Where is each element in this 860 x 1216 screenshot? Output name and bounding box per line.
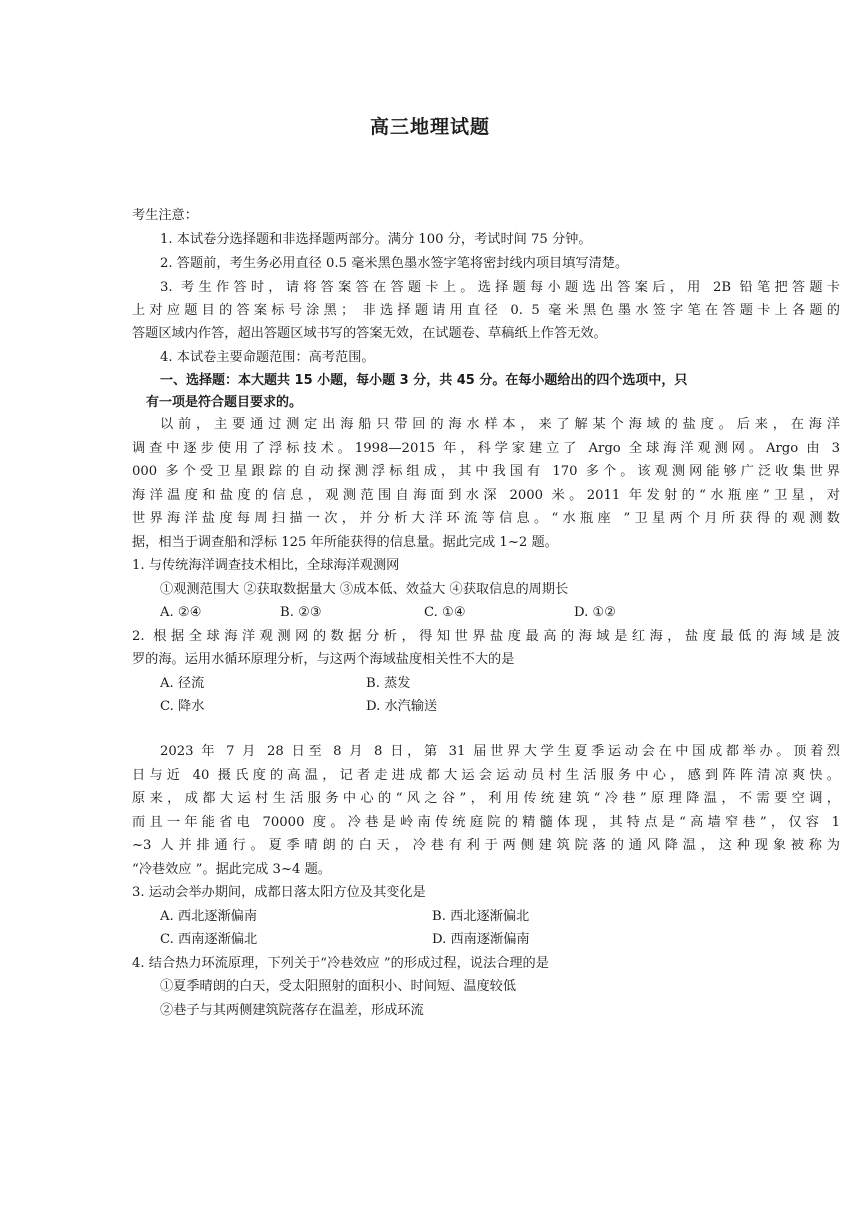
notice-item-2: 2. 答题前，考生务必用直径 0.5 毫米黑色墨水签字笔将密封线内项目填写清楚。 [160, 256, 629, 271]
notice-item-3-cont: 上对应题目的答案标号涂黑； 非选择题请用直径 0. 5 毫米黑色墨水签字笔在答题卡上各题的 [132, 303, 840, 318]
question-1-option-a: A. ②④ [160, 605, 202, 620]
question-3-option-c: C. 西南逐渐偏北 [160, 932, 258, 947]
passage2-line: 原来，成都大运村生活服务中心的“风之谷”，利用传统建筑“冷巷”原理降温，不需要空调， [132, 791, 840, 806]
passage2-line: 而且一年能省电 70000 度。冷巷是岭南传统庭院的精髓体现，其特点是“高墙窄巷”，仅容 1 [132, 815, 840, 830]
notice-item-4: 4. 本试卷主要命题范围：高考范围。 [160, 350, 375, 365]
question-3-stem: 3. 运动会举办期间，成都日落太阳方位及其变化是 [132, 885, 426, 900]
question-2-option-d: D. 水汽输送 [366, 699, 438, 714]
question-1-option-b: B. ②③ [280, 605, 322, 620]
passage1-line: 世界海洋盐度每周扫描一次，并分析大洋环流等信息。“水瓶座 ”卫星两个月所获得的观测数 [132, 511, 840, 526]
notice-item-3: 3. 考生作答时，请将答案答在答题卡上。选择题每小题选出答案后，用 2B 铅笔把答题卡 [160, 280, 840, 295]
question-4-stem: 4. 结合热力环流原理，下列关于“冷巷效应 ”的形成过程，说法合理的是 [132, 956, 549, 971]
notice-item-1: 1. 本试卷分选择题和非选择题两部分。满分 100 分，考试时间 75 分钟。 [160, 232, 592, 247]
question-3-option-b: B. 西北逐渐偏北 [432, 909, 530, 924]
question-4-statement-2: ②巷子与其两侧建筑院落存在温差，形成环流 [160, 1003, 424, 1018]
question-1-stem: 1. 与传统海洋调查技术相比，全球海洋观测网 [132, 558, 400, 573]
passage1-line: 据，相当于调查船和浮标 125 年所能获得的信息量。据此完成 1~2 题。 [132, 535, 558, 550]
passage2-line: “冷巷效应 ”。据此完成 3~4 题。 [132, 862, 331, 877]
section-heading-line2: 有一项是符合题目要求的。 [146, 395, 303, 410]
question-2-stem: 2. 根据全球海洋观测网的数据分析，得知世界盐度最高的海域是红海，盐度最低的海域是波 [132, 629, 840, 644]
section-heading-line1: 一、选择题：本大题共 15 小题，每小题 3 分，共 45 分。在每小题给出的四个选项中，只 [160, 373, 688, 388]
question-1-statements: ①观测范围大 ②获取数据量大 ③成本低、效益大 ④获取信息的周期长 [160, 582, 569, 597]
question-3-option-d: D. 西南逐渐偏南 [432, 932, 530, 947]
passage2-line: ~3 人并排通行。夏季晴朗的白天，冷巷有利于两侧建筑院落的通风降温，这种现象被称为 [132, 838, 840, 853]
notice-heading: 考生注意： [132, 208, 198, 223]
question-2-stem-cont: 罗的海。运用水循环原理分析，与这两个海域盐度相关性不大的是 [132, 652, 515, 667]
notice-item-3-end: 答题区域内作答，超出答题区域书写的答案无效，在试题卷、草稿纸上作答无效。 [132, 326, 607, 341]
question-1-option-c: C. ①④ [424, 605, 466, 620]
question-2-option-a: A. 径流 [160, 676, 205, 691]
question-1-option-d: D. ①② [574, 605, 617, 620]
question-4-statement-1: ①夏季晴朗的白天，受太阳照射的面积小、时间短、温度较低 [160, 979, 517, 994]
question-3-option-a: A. 西北逐渐偏南 [160, 909, 258, 924]
question-2-option-b: B. 蒸发 [366, 676, 411, 691]
passage1-line: 以前，主要通过测定出海船只带回的海水样本，来了解某个海域的盐度。后来，在海洋 [160, 417, 840, 432]
passage1-line: 调查中逐步使用了浮标技术。1998—2015 年，科学家建立了 Argo 全球海洋观测网。Argo 由 3 [132, 441, 840, 456]
question-2-option-c: C. 降水 [160, 699, 205, 714]
page-title: 高三地理试题 [369, 116, 490, 138]
passage1-line: 海洋温度和盐度的信息，观测范围自海面到水深 2000 米。2011 年发射的“水瓶座”卫星，对 [132, 488, 840, 503]
passage2-line: 2023 年 7 月 28 日至 8 月 8 日，第 31 届世界大学生夏季运动会在中国成都举办。顶着烈 [160, 744, 840, 759]
passage1-line: 000 多个受卫星跟踪的自动探测浮标组成，其中我国有 170 多个。该观测网能够广泛收集世界 [132, 464, 840, 479]
passage2-line: 日与近 40 摄氏度的高温，记者走进成都大运会运动员村生活服务中心，感到阵阵清凉爽快。 [132, 768, 840, 783]
